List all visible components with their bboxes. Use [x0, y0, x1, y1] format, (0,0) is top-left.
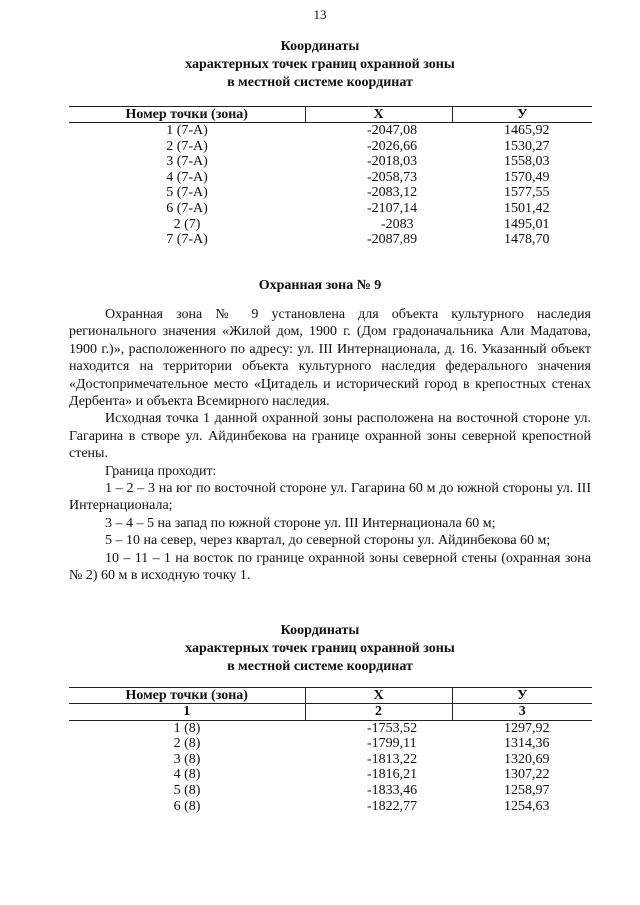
y-cell: 1577,55 — [504, 185, 550, 201]
table-row — [69, 170, 592, 186]
y-cell: 1254,63 — [504, 798, 550, 814]
y-cell: 1478,70 — [504, 232, 550, 248]
y-cell: 1501,42 — [504, 200, 550, 216]
y-cell: 1307,22 — [504, 767, 550, 783]
page-number: 13 — [313, 7, 327, 22]
table2-header-x: X — [305, 688, 452, 704]
table1-header-point: Номер точки (зона) — [69, 107, 305, 123]
section-body — [69, 306, 591, 585]
x-cell: -2018,03 — [367, 154, 418, 170]
y-cell: 1570,49 — [504, 169, 550, 185]
x-cell: -1822,77 — [367, 798, 418, 814]
point-cell: 4 (7-А) — [166, 169, 208, 185]
point-cell: 5 (7-А) — [166, 185, 208, 201]
table-row — [69, 767, 592, 783]
point-cell: 6 (7-А) — [166, 200, 208, 216]
column-number-row — [69, 704, 592, 721]
column-number: 2 — [305, 704, 452, 721]
table2-title-line-3: в местной системе координат — [227, 659, 413, 674]
y-cell: 1465,92 — [504, 123, 550, 138]
column-number: 3 — [452, 704, 592, 721]
table1-header-y: У — [452, 107, 592, 123]
x-cell: -1816,21 — [367, 767, 418, 783]
table2-title-line-2: характерных точек границ охранной зоны — [185, 641, 455, 656]
table1-title-line-1: Координаты — [280, 39, 360, 54]
x-cell: -1833,46 — [367, 782, 418, 798]
point-cell: 2 (7) — [173, 216, 201, 232]
point-cell: 3 (8) — [173, 751, 201, 767]
table1-header-x: X — [305, 107, 452, 123]
paragraph-4: 1 – 2 – 3 на юг по восточной стороне ул. Гагарина 60 м до южной стороны ул. III Интернационала; — [69, 481, 591, 514]
table-row — [69, 783, 592, 799]
point-cell: 3 (7-А) — [166, 154, 208, 170]
y-cell: 1320,69 — [504, 751, 550, 767]
coordinates-table-2 — [69, 687, 592, 814]
table-row — [69, 217, 592, 233]
table-row — [69, 139, 592, 155]
x-cell: -2087,89 — [367, 232, 418, 248]
point-cell: 2 (7-А) — [166, 138, 208, 154]
x-cell: -2058,73 — [367, 169, 418, 185]
point-cell: 2 (8) — [173, 736, 201, 752]
y-cell: 1297,92 — [504, 720, 550, 736]
paragraph-1: Охранная зона № 9 установлена для объекта культурного наследия регионального значения «Жилой дом, 1900 г. (Дом градоначальника Али Мадатова, 1900 г.)», расположенного по адресу: ул. III Интернационала, д. 16. Указанный объект находится на территории объекта культурного наследия федерального значения «Достопримечательное место «Цитадель и исторический город в крепостных стенах Дербента» и объекта Всемирного наследия. — [69, 307, 591, 410]
paragraph-6: 5 – 10 на север, через квартал, до северной стороны ул. Айдинбекова 60 м; — [105, 533, 551, 549]
x-cell: -2047,08 — [367, 123, 418, 138]
x-cell: -2083 — [381, 216, 414, 232]
table-row — [69, 201, 592, 217]
x-cell: -1813,22 — [367, 751, 418, 767]
table-row — [69, 154, 592, 170]
section-title: Охранная зона № 9 — [258, 278, 382, 293]
table-row — [69, 720, 592, 736]
table1-title-line-3: в местной системе координат — [227, 75, 413, 90]
y-cell: 1530,27 — [504, 138, 550, 154]
x-cell: -2107,14 — [367, 200, 418, 216]
table-row — [69, 123, 592, 139]
paragraph-5: 3 – 4 – 5 на запад по южной стороне ул. III Интернационала 60 м; — [105, 515, 496, 531]
x-cell: -1799,11 — [367, 736, 417, 752]
column-number: 1 — [69, 704, 305, 721]
table1-heading — [0, 38, 640, 92]
table2-header-y: У — [452, 688, 592, 704]
table2-heading — [0, 622, 640, 676]
x-cell: -1753,52 — [367, 720, 418, 736]
y-cell: 1558,03 — [504, 154, 550, 170]
table-row — [69, 752, 592, 768]
table-row — [69, 185, 592, 201]
point-cell: 7 (7-А) — [166, 232, 208, 248]
point-cell: 4 (8) — [173, 767, 201, 783]
paragraph-7: 10 – 11 – 1 на восток по границе охранной зоны северной стены (охранная зона № 2) 60 м в исходную точку 1. — [69, 550, 591, 584]
paragraph-2: Исходная точка 1 данной охранной зоны расположена на восточной стороне ул. Гагарина в створе ул. Айдинбекова на границе охранной зоны северной крепостной стены. — [69, 411, 591, 462]
y-cell: 1495,01 — [504, 216, 550, 232]
table-row — [69, 736, 592, 752]
point-cell: 1 (8) — [173, 720, 201, 736]
y-cell: 1314,36 — [504, 736, 550, 752]
coordinates-table-1 — [69, 106, 592, 248]
table-row — [69, 799, 592, 815]
table2-header-point: Номер точки (зона) — [69, 688, 305, 704]
point-cell: 5 (8) — [173, 782, 201, 798]
paragraph-3: Граница проходит: — [105, 463, 217, 479]
point-cell: 1 (7-А) — [166, 123, 208, 138]
table2-title-line-1: Координаты — [280, 623, 360, 638]
table-row — [69, 232, 592, 248]
table1-title-line-2: характерных точек границ охранной зоны — [185, 57, 455, 72]
y-cell: 1258,97 — [504, 782, 550, 798]
x-cell: -2026,66 — [367, 138, 418, 154]
point-cell: 6 (8) — [173, 798, 201, 814]
x-cell: -2083,12 — [367, 185, 418, 201]
